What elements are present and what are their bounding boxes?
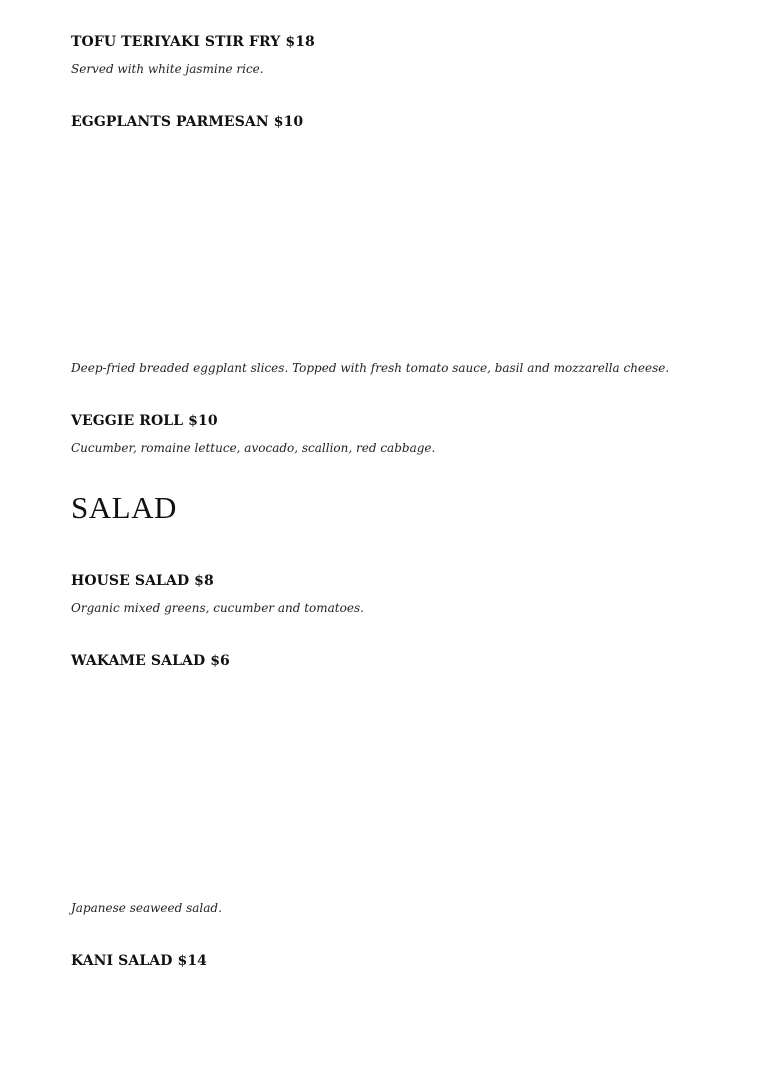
menu-item-title: WAKAME SALAD $6	[71, 653, 230, 669]
menu-item-image-placeholder	[71, 681, 631, 891]
menu-item-title: TOFU TERIYAKI STIR FRY $18	[71, 34, 315, 50]
menu-item-description: Cucumber, romaine lettuce, avocado, scallion, red cabbage.	[71, 441, 436, 455]
menu-item-title: HOUSE SALAD $8	[71, 573, 214, 589]
menu-item-title: KANI SALAD $14	[71, 953, 207, 969]
menu-item-image-placeholder	[71, 142, 631, 352]
menu-item-title: EGGPLANTS PARMESAN $10	[71, 114, 304, 130]
section-heading: SALAD	[71, 490, 177, 525]
menu-item-description: Organic mixed greens, cucumber and tomatoes.	[71, 601, 364, 615]
menu-item-description: Japanese seaweed salad.	[71, 901, 222, 915]
menu-item-title: VEGGIE ROLL $10	[71, 413, 218, 429]
menu-item-description: Served with white jasmine rice.	[71, 62, 264, 76]
menu-item-description: Deep-fried breaded eggplant slices. Topped with fresh tomato sauce, basil and mozzarella cheese.	[71, 361, 670, 375]
